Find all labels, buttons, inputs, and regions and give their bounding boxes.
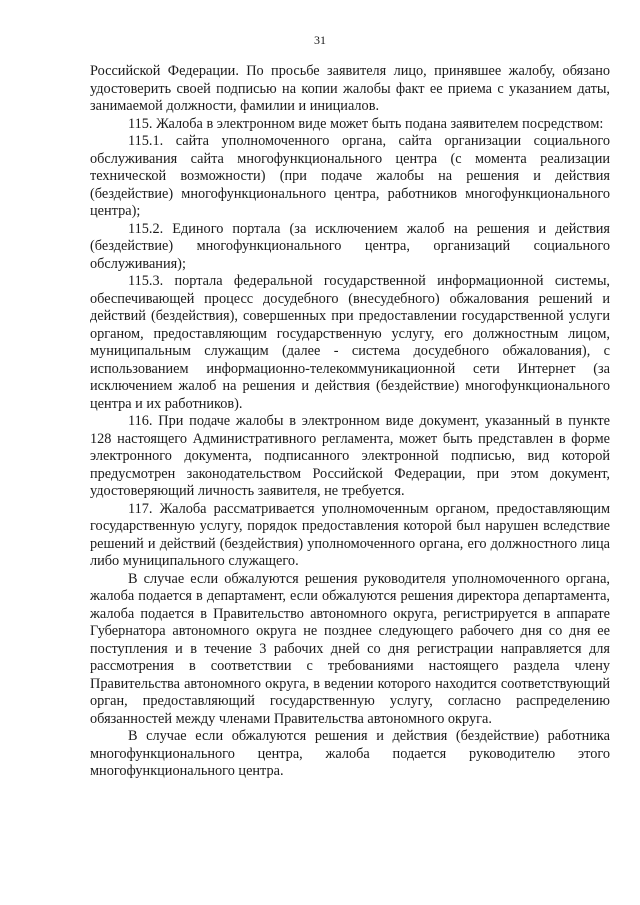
paragraph-117-case-director: В случае если обжалуются решения руководителя уполномоченного органа, жалоба подается в департамент, если обжалуются решения директора департамента, жалоба подается в Правительство автономного округа, регистрируется в аппарате Губернатора автономного округа не позднее следующего рабочего дня со дня ее поступления и в течение 3 рабочих дней со дня регистрации направляется для рассмотрения в соответствии с требованиями настоящего раздела члену Правительства автономного округа, в ведении которого находится соответствующий орган, предоставляющий государственную услугу, согласно распределению обязанностей между членами Правительства автономного округа. xyxy=(90,570,610,727)
paragraph-117: 117. Жалоба рассматривается уполномоченным органом, предоставляющим государственную услугу, порядок предоставления которой был нарушен вследствие решений и действий (бездействия) уполномоченного органа, его должностного лица либо муниципального служащего. xyxy=(90,500,610,569)
document-body xyxy=(90,63,610,781)
paragraph-116: 116. При подаче жалобы в электронном виде документ, указанный в пункте 128 настоящего Административного регламента, может быть представлен в форме электронного документа, подписанного электронной подписью, вид которой предусмотрен законодательством Российской Федерации, при этом документ, удостоверяющий личность заявителя, не требуется. xyxy=(90,413,610,499)
paragraph-continuation: Российской Федерации. По просьбе заявителя лицо, принявшее жалобу, обязано удостоверить своей подписью на копии жалобы факт ее приема с указанием даты, занимаемой должности, фамилии и инициалов. xyxy=(90,63,610,114)
paragraph-115-3: 115.3. портала федеральной государственной информационной системы, обеспечивающей процесс досудебного (внесудебного) обжалования решений и действий (бездействия), совершенных при предоставлении государственной услуги органом, предоставляющим государственную услугу, его должностным лицом, муниципальным служащим (далее - система досудебного обжалования), с использованием информационно-телекоммуникационной сети Интернет (за исключением жалоб на решения и действия (бездействие) многофункционального центра и их работников). xyxy=(90,273,610,412)
paragraph-115-1: 115.1. сайта уполномоченного органа, сайта организации социального обслуживания сайта многофункционального центра (с момента реализации технической возможности) (при подаче жалобы на решения и действия (бездействие) многофункционального центра, работников многофункционального центра); xyxy=(90,133,610,219)
page-number: 31 xyxy=(314,33,326,47)
paragraph-117-case-mfc: В случае если обжалуются решения и действия (бездействие) работника многофункционального центра, жалоба подается руководителю этого многофункционального центра. xyxy=(90,728,610,779)
paragraph-115: 115. Жалоба в электронном виде может быть подана заявителем посредством: xyxy=(128,115,604,132)
paragraph-115-2: 115.2. Единого портала (за исключением жалоб на решения и действия (бездействие) многофункционального центра, организаций социального обслуживания); xyxy=(90,220,610,272)
